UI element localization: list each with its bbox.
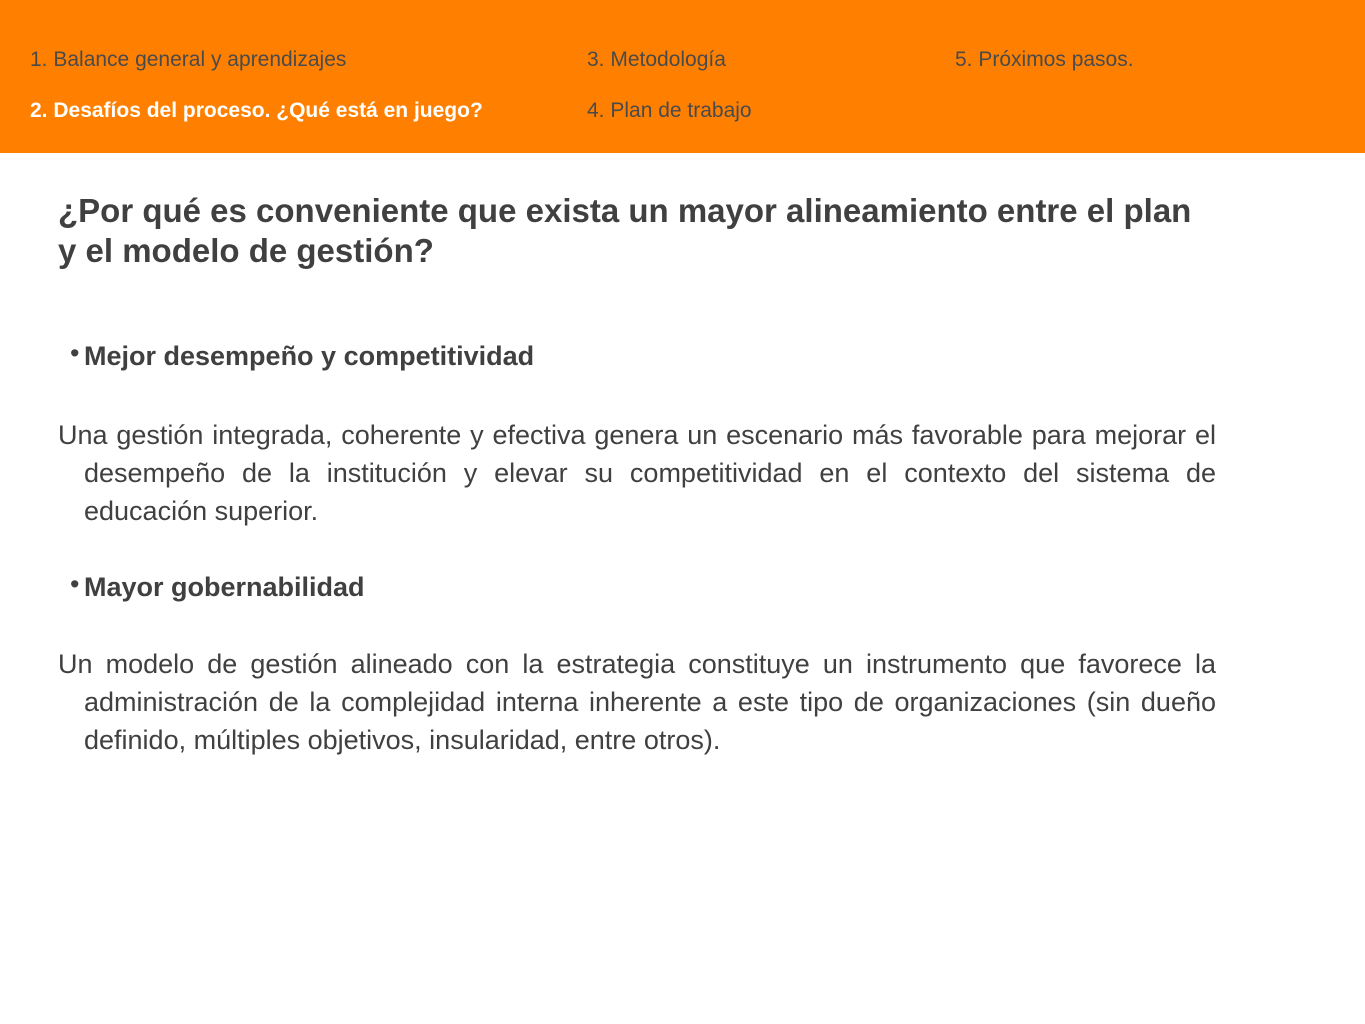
section-body-gobernabilidad: Un modelo de gestión alineado con la estrategia constituye un instrumento que favorece la administración de la complejidad interna inherente a este tipo de organizaciones (sin dueño definido, múltiples objetivos, insularidad, entre otros). [58, 649, 1216, 755]
section-heading-text: Mejor desempeño y competitividad [84, 341, 535, 371]
nav-item-balance-general[interactable]: 1. Balance general y aprendizajes [30, 48, 347, 71]
bullet-icon: • [70, 338, 80, 368]
section-heading-text: Mayor gobernabilidad [84, 572, 365, 602]
nav-item-proximos-pasos[interactable]: 5. Próximos pasos. [955, 48, 1134, 71]
nav-item-metodologia[interactable]: 3. Metodología [587, 48, 726, 71]
nav-item-plan-de-trabajo[interactable]: 4. Plan de trabajo [587, 99, 752, 122]
nav-item-desafios-active[interactable]: 2. Desafíos del proceso. ¿Qué está en juego? [30, 99, 483, 122]
bullet-icon: • [70, 569, 80, 599]
slide-title: ¿Por qué es conveniente que exista un mayor alineamiento entre el plan y el modelo de gestión? [58, 192, 1192, 269]
navigation-header-bar [0, 0, 1365, 153]
section-body-desempeno: Una gestión integrada, coherente y efectiva genera un escenario más favorable para mejorar el desempeño de la institución y elevar su competitividad en el contexto del sistema de educación superior. [58, 420, 1216, 526]
